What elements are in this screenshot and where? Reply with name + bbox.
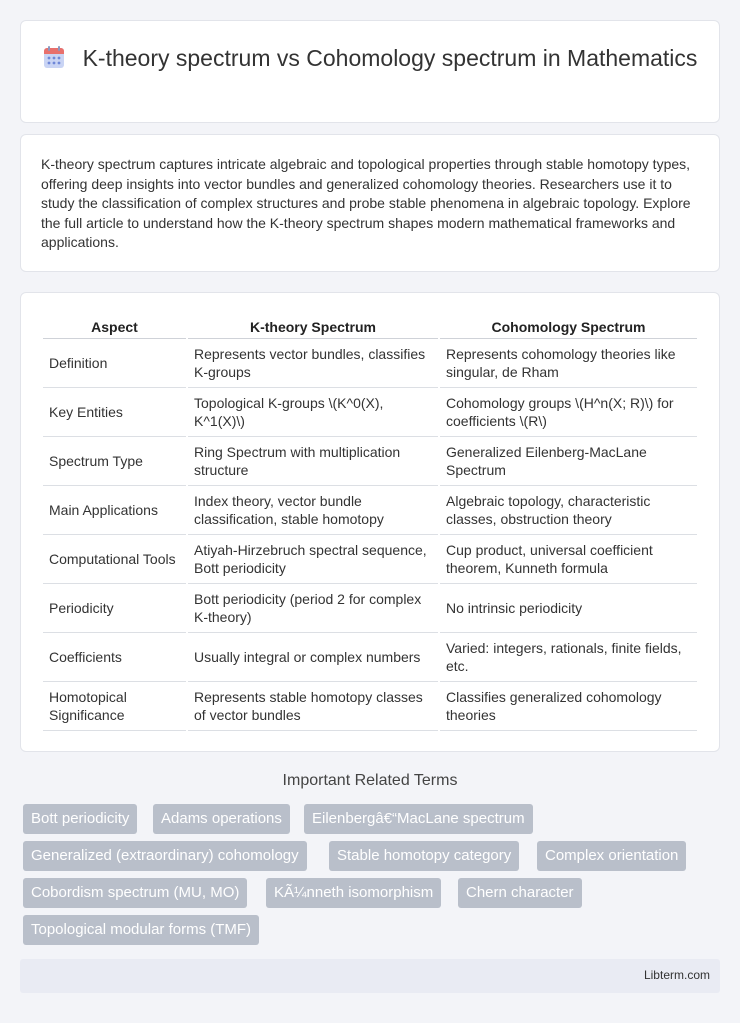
cell-k-theory: Index theory, vector bundle classification, stable homotopy <box>188 486 438 535</box>
footer-brand-link[interactable]: Libterm.com <box>643 968 710 982</box>
related-term-tag[interactable]: Stable homotopy category <box>329 841 519 871</box>
cell-k-theory: Ring Spectrum with multiplication structure <box>188 437 438 486</box>
page-title: K-theory spectrum vs Cohomology spectrum in Mathematics <box>82 45 698 71</box>
cell-aspect: Coefficients <box>43 633 186 682</box>
calendar-grid-icon <box>43 45 65 69</box>
related-term-tag[interactable]: Adams operations <box>153 804 290 834</box>
table-row <box>43 584 697 633</box>
title-card <box>20 20 720 123</box>
table-row <box>43 486 697 535</box>
table-row <box>43 388 697 437</box>
cell-cohomology: Cup product, universal coefficient theorem, Kunneth formula <box>440 535 697 584</box>
intro-paragraph: K-theory spectrum captures intricate algebraic and topological properties through stable homotopy types, offering deep insights into vector bundles and generalized cohomology theories. Researchers use it to study the classification of complex structures and probe stable phenomena in algebraic topology. Explore the full article to understand how the K-theory spectrum shapes modern mathematical frameworks and applications. <box>41 156 691 250</box>
cell-aspect: Main Applications <box>43 486 186 535</box>
related-term-tag[interactable]: Complex orientation <box>537 841 686 871</box>
comparison-card <box>20 292 720 752</box>
cell-k-theory: Topological K-groups \(K^0(X), K^1(X)\) <box>188 388 438 437</box>
related-term-tag[interactable]: Bott periodicity <box>23 804 137 834</box>
related-term-tag[interactable]: Generalized (extraordinary) cohomology <box>23 841 307 871</box>
cell-aspect: Key Entities <box>43 388 186 437</box>
intro-card <box>20 134 720 272</box>
cell-k-theory: Represents vector bundles, classifies K-groups <box>188 339 438 388</box>
related-term-tag[interactable]: KÃ¼nneth isomorphism <box>266 878 441 908</box>
table-row <box>43 535 697 584</box>
cell-aspect: Computational Tools <box>43 535 186 584</box>
cell-aspect: Homotopical Significance <box>43 682 186 731</box>
cell-cohomology: Classifies generalized cohomology theories <box>440 682 697 731</box>
page-title-wrap <box>21 44 719 73</box>
header-aspect: Aspect <box>43 315 186 339</box>
table-row <box>43 633 697 682</box>
table-row <box>43 682 697 731</box>
cell-aspect: Definition <box>43 339 186 388</box>
header-cohomology: Cohomology Spectrum <box>440 315 697 339</box>
related-term-tag[interactable]: Chern character <box>458 878 582 908</box>
cell-cohomology: Cohomology groups \(H^n(X; R)\) for coefficients \(R\) <box>440 388 697 437</box>
table-header-row <box>43 315 697 339</box>
cell-k-theory: Bott periodicity (period 2 for complex K-theory) <box>188 584 438 633</box>
cell-cohomology: Algebraic topology, characteristic classes, obstruction theory <box>440 486 697 535</box>
cell-k-theory: Atiyah-Hirzebruch spectral sequence, Bott periodicity <box>188 535 438 584</box>
cell-cohomology: Represents cohomology theories like singular, de Rham <box>440 339 697 388</box>
related-terms-heading: Important Related Terms <box>282 772 458 789</box>
related-term-tag[interactable]: Topological modular forms (TMF) <box>23 915 259 945</box>
cell-k-theory: Usually integral or complex numbers <box>188 633 438 682</box>
comparison-table <box>41 315 699 731</box>
header-k-theory: K-theory Spectrum <box>188 315 438 339</box>
related-term-tag[interactable]: Eilenbergâ€“MacLane spectrum <box>304 804 533 834</box>
cell-aspect: Spectrum Type <box>43 437 186 486</box>
cell-aspect: Periodicity <box>43 584 186 633</box>
cell-cohomology: No intrinsic periodicity <box>440 584 697 633</box>
cell-cohomology: Varied: integers, rationals, finite fields, etc. <box>440 633 697 682</box>
cell-k-theory: Represents stable homotopy classes of vector bundles <box>188 682 438 731</box>
footer <box>20 959 720 993</box>
cell-cohomology: Generalized Eilenberg-MacLane Spectrum <box>440 437 697 486</box>
related-term-tag[interactable]: Cobordism spectrum (MU, MO) <box>23 878 247 908</box>
table-row <box>43 437 697 486</box>
table-row <box>43 339 697 388</box>
